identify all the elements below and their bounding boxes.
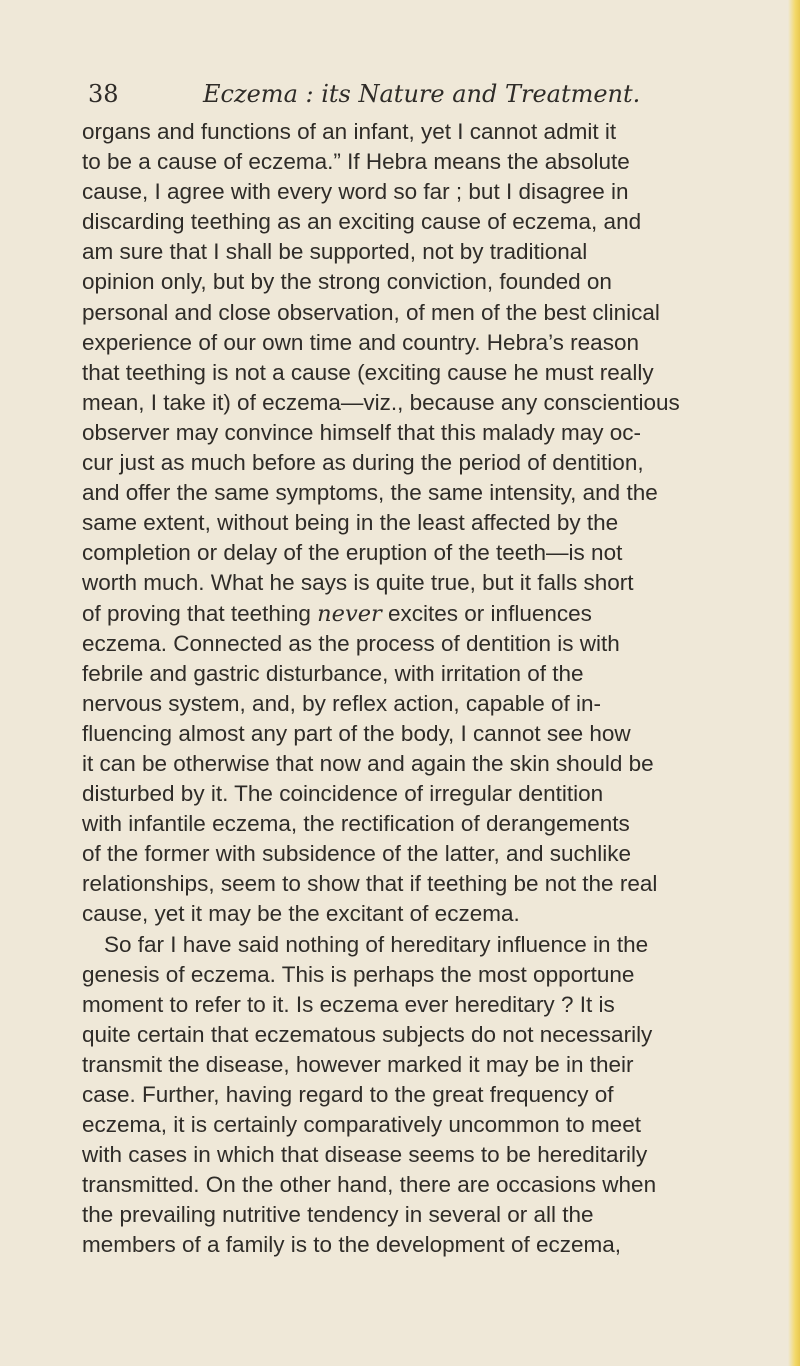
body-text — [82, 117, 742, 1261]
text-line: organs and functions of an infant, yet I cannot admit it — [82, 119, 617, 144]
text-line: case. Further, having regard to the great frequency of — [82, 1082, 614, 1107]
text-line: members of a family is to the development of eczema, — [82, 1232, 621, 1258]
paragraph-start-line: So far I have said nothing of hereditary influence in the — [104, 931, 649, 957]
text-segment: of proving that teething — [82, 600, 318, 626]
emphasis-word: never — [317, 600, 382, 627]
text-line: and offer the same symptoms, the same intensity, and the — [82, 480, 658, 506]
text-line: of the former with subsidence of the latter, and suchlike — [82, 841, 632, 867]
text-line: nervous system, and, by reflex action, capable of in- — [82, 690, 602, 716]
text-line: that teething is not a cause (exciting cause he must really — [82, 359, 654, 385]
text-line: transmit the disease, however marked it may be in their — [82, 1051, 634, 1077]
text-line: personal and close observation, of men of the best clinical — [82, 299, 660, 325]
text-line: opinion only, but by the strong conviction, founded on — [82, 269, 612, 295]
page-number: 38 — [88, 80, 119, 108]
running-title: Eczema : its Nature and Treatment. — [203, 80, 641, 108]
text-line: eczema, it is certainly comparatively uncommon to meet — [82, 1112, 641, 1138]
text-line: transmitted. On the other hand, there are occasions when — [82, 1172, 657, 1198]
text-line-with-emphasis — [82, 599, 742, 629]
text-line: with infantile eczema, the rectification of derangements — [82, 811, 630, 837]
text-line: disturbed by it. The coincidence of irregular dentition — [82, 781, 604, 807]
text-line: cause, I agree with every word so far ; but I disagree in — [82, 179, 629, 205]
text-line: same extent, without being in the least affected by the — [82, 510, 619, 536]
text-line: cur just as much before as during the period of dentition, — [82, 450, 644, 476]
text-line: discarding teething as an exciting cause of eczema, and — [82, 209, 642, 235]
text-line: experience of our own time and country. Hebra’s reason — [82, 329, 639, 355]
page-edge — [788, 0, 800, 1366]
text-line: with cases in which that disease seems to be hereditarily — [82, 1142, 648, 1168]
text-line: quite certain that eczematous subjects do not necessarily — [82, 1021, 653, 1047]
text-line: mean, I take it) of eczema—viz., because any conscientious — [82, 389, 680, 415]
text-line: it can be otherwise that now and again the skin should be — [82, 750, 654, 776]
text-line: febrile and gastric disturbance, with irritation of the — [82, 660, 584, 686]
text-line: the prevailing nutritive tendency in several or all the — [82, 1202, 594, 1228]
text-line: am sure that I shall be supported, not by traditional — [82, 239, 588, 265]
text-line: worth much. What he says is quite true, but it falls short — [82, 570, 634, 596]
text-line: cause, yet it may be the excitant of eczema. — [82, 901, 520, 927]
text-line: fluencing almost any part of the body, I cannot see how — [82, 720, 631, 746]
text-line: relationships, seem to show that if teething be not the real — [82, 871, 658, 897]
text-line: moment to refer to it. Is eczema ever hereditary ? It is — [82, 991, 615, 1017]
text-line: genesis of eczema. This is perhaps the most opportune — [82, 961, 635, 987]
text-line: eczema. Connected as the process of dentition is with — [82, 630, 620, 656]
text-line: observer may convince himself that this malady may oc- — [82, 419, 641, 445]
text-line: to be a cause of eczema.” If Hebra means the absolute — [82, 149, 630, 175]
text-segment: excites or influences — [381, 600, 592, 626]
text-line: completion or delay of the eruption of the teeth—is not — [82, 540, 623, 566]
page-header — [88, 80, 740, 116]
